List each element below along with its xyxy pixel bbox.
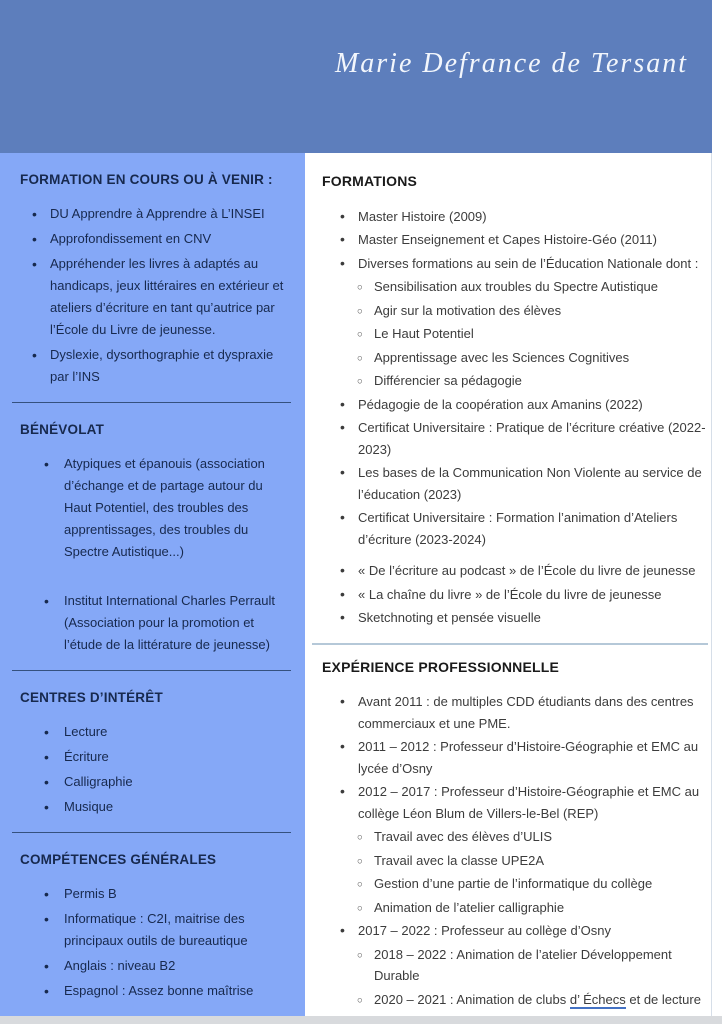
bullet-icon: •	[32, 347, 37, 363]
bullet-item	[20, 590, 293, 656]
bullet-text: 2012 – 2017 : Professeur d’Histoire-Géographie et EMC au collège Léon Blum de Villers-le-Bel (REP)	[358, 784, 700, 821]
bullet-item	[322, 347, 708, 369]
bullet-text: Informatique : C2I, maitrise des principaux outils de bureautique	[64, 911, 248, 948]
bullet-item	[322, 944, 708, 987]
sidebar-section-title: COMPÉTENCES GÉNÉRALES	[20, 852, 217, 867]
bullet-text: Lecture	[64, 724, 108, 739]
bullet-icon: •	[44, 886, 49, 902]
sidebar-section-list	[20, 453, 293, 656]
bullet-item	[322, 300, 708, 322]
bullet-icon: •	[44, 958, 49, 974]
bullet-item	[322, 736, 708, 779]
bullet-item	[322, 897, 708, 919]
bullet-text: Dyslexie, dysorthographie et dyspraxie par l’INS	[50, 347, 274, 384]
bullet-text: Master Enseignement et Capes Histoire-Géo (2011)	[358, 232, 657, 247]
bullet-icon: •	[340, 609, 345, 625]
circle-bullet-icon: ○	[357, 902, 363, 914]
sidebar-section-title: FORMATION EN COURS OU À VENIR :	[20, 172, 273, 187]
sidebar-section-list	[20, 721, 293, 818]
bullet-icon: •	[44, 911, 49, 927]
bullet-item	[322, 323, 708, 345]
circle-bullet-icon: ○	[357, 352, 363, 364]
sidebar-divider	[12, 832, 291, 833]
experience-title: EXPÉRIENCE PROFESSIONNELLE	[322, 658, 560, 675]
circle-bullet-icon: ○	[357, 879, 363, 890]
main-content	[305, 153, 712, 1016]
circle-bullet-icon: ○	[357, 994, 363, 1006]
bullet-icon: •	[32, 206, 37, 222]
bullet-item	[20, 980, 293, 1002]
bullet-icon: •	[340, 464, 345, 480]
bullet-item	[322, 507, 708, 550]
formations-list	[322, 206, 708, 629]
bullet-text: Différencier sa pédagogie	[374, 373, 522, 388]
bullet-text: Diverses formations au sein de l’Éducation Nationale dont :	[358, 255, 699, 271]
bullet-item	[322, 920, 708, 942]
bullet-icon: •	[340, 693, 345, 709]
bullet-text: Musique	[64, 799, 114, 814]
bullet-text: Animation de l’atelier calligraphie	[374, 899, 565, 915]
body-row	[0, 153, 722, 1016]
bullet-item	[20, 771, 293, 793]
page-right-margin	[712, 153, 722, 1016]
bullet-icon: •	[340, 585, 345, 602]
bullet-text: Agir sur la motivation des élèves	[374, 302, 562, 318]
bullet-item	[20, 883, 293, 905]
bullet-item	[322, 989, 708, 1011]
bullet-icon: •	[44, 983, 49, 999]
circle-bullet-icon: ○	[357, 855, 363, 867]
bullet-icon: •	[340, 231, 345, 247]
bullet-item	[20, 955, 293, 977]
bullet-text: Écriture	[64, 749, 109, 764]
page-bottom-edge	[0, 1016, 722, 1024]
bullet-text: Certificat Universitaire : Pratique de l’écriture créative (2022-2023)	[358, 420, 706, 457]
bullet-text: 2011 – 2012 : Professeur d’Histoire-Géographie et EMC au lycée d’Osny	[358, 739, 699, 776]
circle-bullet-icon: ○	[357, 282, 363, 293]
bullet-item	[322, 560, 708, 582]
bullet-text: Travail avec des élèves d’ULIS	[374, 829, 552, 844]
bullet-icon: •	[44, 799, 49, 815]
person-name: Marie Defrance de Tersant	[334, 47, 688, 79]
bullet-text: 2020 – 2021 : Animation de clubs d’ Échecs et de lecture	[374, 991, 701, 1007]
bullet-item	[322, 781, 708, 824]
bullet-item	[322, 873, 708, 895]
bullet-icon: •	[44, 724, 49, 740]
bullet-text: Master Histoire (2009)	[358, 208, 487, 224]
section-divider	[312, 643, 708, 645]
bullet-icon: •	[340, 419, 345, 435]
formations-title: FORMATIONS	[322, 173, 418, 189]
bullet-item	[322, 253, 708, 275]
bullet-text: DU Apprendre à Apprendre à L’INSEI	[50, 206, 265, 221]
bullet-text: Permis B	[64, 886, 117, 901]
bullet-text: Avant 2011 : de multiples CDD étudiants dans des centres commerciaux et une PME.	[358, 694, 694, 731]
bullet-text: Pédagogie de la coopération aux Amanins (2022)	[358, 396, 643, 412]
bullet-text: Approfondissement en CNV	[50, 231, 212, 246]
circle-bullet-icon: ○	[357, 305, 363, 317]
bullet-icon: •	[340, 738, 345, 754]
circle-bullet-icon: ○	[357, 329, 363, 340]
bullet-item	[322, 417, 708, 460]
bullet-item	[20, 253, 293, 341]
circle-bullet-icon: ○	[357, 832, 363, 843]
bullet-item	[322, 850, 708, 872]
sidebar-divider	[12, 402, 291, 403]
bullet-text: Institut International Charles Perrault (Association pour la promotion et l’étude de la littérature de jeunesse)	[64, 593, 275, 652]
bullet-item	[322, 394, 708, 416]
bullet-icon: •	[340, 509, 345, 525]
bullet-icon: •	[340, 395, 345, 412]
bullet-text: Calligraphie	[64, 774, 133, 789]
bullet-text: 2017 – 2022 : Professeur au collège d’Osny	[358, 923, 611, 938]
sidebar-section-title: CENTRES D’INTÉRÊT	[20, 690, 163, 705]
sidebar-section-list	[20, 883, 293, 1002]
bullet-icon: •	[340, 922, 345, 938]
bullet-item	[322, 584, 708, 606]
bullet-text: Sensibilisation aux troubles du Spectre Autistique	[374, 279, 659, 294]
sidebar	[0, 153, 305, 1016]
bullet-item	[322, 229, 708, 251]
bullet-text: Anglais : niveau B2	[64, 958, 176, 973]
bullet-text: Le Haut Potentiel	[374, 326, 474, 341]
bullet-icon: •	[340, 207, 345, 224]
bullet-text: Les bases de la Communication Non Violente au service de l’éducation (2023)	[358, 465, 702, 502]
experience-list	[322, 691, 708, 1010]
bullet-icon: •	[44, 593, 49, 609]
bullet-text: Certificat Universitaire : Formation l’animation d’Ateliers d’écriture (2023-2024)	[358, 510, 678, 547]
bullet-icon: •	[44, 456, 49, 472]
sidebar-section-title: BÉNÉVOLAT	[20, 422, 105, 437]
bullet-item	[20, 746, 293, 768]
bullet-text: 2018 – 2022 : Animation de l’atelier Développement Durable	[374, 946, 672, 983]
bullet-text: Apprentissage avec les Sciences Cognitives	[374, 349, 630, 365]
sidebar-divider	[12, 670, 291, 671]
bullet-item	[322, 206, 708, 228]
bullet-item	[20, 228, 293, 250]
bullet-text: « La chaîne du livre » de l’École du livre de jeunesse	[358, 586, 662, 602]
bullet-item	[322, 607, 708, 629]
bullet-item	[322, 826, 708, 848]
bullet-item	[20, 453, 293, 563]
bullet-item	[322, 462, 708, 505]
bullet-text: Travail avec la classe UPE2A	[374, 852, 545, 868]
bullet-item	[20, 344, 293, 388]
bullet-item	[20, 721, 293, 743]
bullet-text: Espagnol : Assez bonne maîtrise	[64, 983, 254, 998]
bullet-icon: •	[32, 231, 37, 247]
bullet-icon: •	[32, 256, 37, 272]
bullet-item	[322, 370, 708, 392]
bullet-item	[20, 908, 293, 952]
bullet-text: Appréhender les livres à adaptés au handicaps, jeux littéraires en extérieur et ateliers d’écriture en tant qu’autrice par l’École du Livre de jeunesse.	[50, 256, 284, 337]
bullet-icon: •	[44, 749, 49, 765]
bullet-text: « De l’écriture au podcast » de l’École du livre de jeunesse	[358, 563, 696, 578]
bullet-text: Gestion d’une partie de l’informatique du collège	[374, 876, 653, 891]
bullet-item	[322, 691, 708, 734]
bullet-icon: •	[340, 254, 345, 271]
bullet-item	[20, 796, 293, 818]
bullet-icon: •	[44, 774, 49, 790]
underlined-text[interactable]: d’ Échecs	[569, 991, 626, 1007]
bullet-item	[20, 203, 293, 225]
header-banner	[0, 0, 712, 153]
bullet-text: Atypiques et épanouis (association d’échange et de partage autour du Haut Potentiel, des troubles des apprentissages, des troubles du Spectre Autistique...)	[64, 456, 265, 559]
sidebar-section-list	[20, 203, 293, 388]
circle-bullet-icon: ○	[357, 949, 363, 961]
bullet-icon: •	[340, 562, 345, 578]
bullet-item	[322, 276, 708, 298]
bullet-text: Sketchnoting et pensée visuelle	[358, 610, 541, 625]
bullet-icon: •	[340, 783, 345, 799]
circle-bullet-icon: ○	[357, 376, 363, 387]
